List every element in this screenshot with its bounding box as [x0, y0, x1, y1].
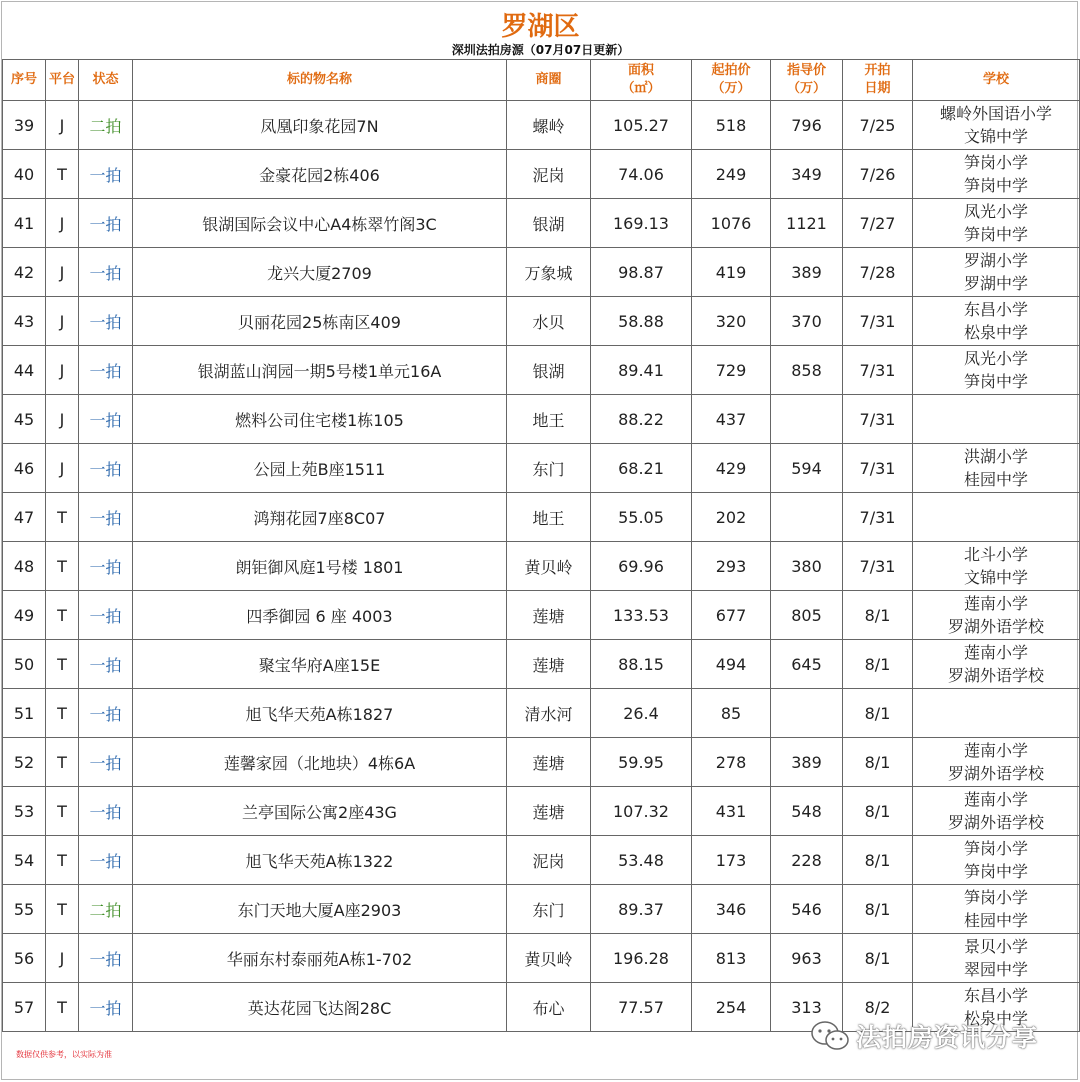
- cell-school: [913, 836, 1080, 885]
- cell-platform: T: [46, 885, 79, 934]
- cell-date: 8/1: [843, 738, 913, 787]
- table-row: [3, 297, 1080, 346]
- cell-date: 8/1: [843, 787, 913, 836]
- cell-seq: 57: [3, 983, 46, 1032]
- cell-start-price: 278: [692, 738, 771, 787]
- cell-status: 一拍: [79, 248, 133, 297]
- cell-school: [913, 885, 1080, 934]
- table-row: [3, 640, 1080, 689]
- cell-seq: 39: [3, 101, 46, 150]
- cell-zone: 银湖: [507, 346, 591, 395]
- school-name: 东昌小学: [963, 300, 1028, 319]
- cell-date: 7/31: [843, 542, 913, 591]
- cell-platform: J: [46, 199, 79, 248]
- page-title: 罗湖区: [501, 12, 580, 42]
- table-row: [3, 150, 1080, 199]
- school-name: 罗湖中学: [963, 274, 1028, 293]
- cell-school: [913, 395, 1080, 444]
- cell-start-price: 419: [692, 248, 771, 297]
- cell-school: [913, 591, 1080, 640]
- cell-seq: 47: [3, 493, 46, 542]
- table-row: [3, 787, 1080, 836]
- header-area-l1: 面积: [627, 63, 654, 78]
- school-name: 罗湖外语学校: [947, 764, 1044, 783]
- cell-name: 鸿翔花园7座8C07: [133, 493, 507, 542]
- cell-status: 一拍: [79, 738, 133, 787]
- header-area: [591, 60, 692, 101]
- cell-platform: T: [46, 983, 79, 1032]
- cell-name: 凤凰印象花园7N: [133, 101, 507, 150]
- school-name: 莲南小学: [963, 594, 1028, 613]
- cell-guide-price: 380: [771, 542, 843, 591]
- cell-zone: 莲塘: [507, 738, 591, 787]
- cell-date: 7/31: [843, 395, 913, 444]
- cell-zone: 万象城: [507, 248, 591, 297]
- cell-zone: 莲塘: [507, 591, 591, 640]
- school-name: 罗湖小学: [963, 251, 1028, 270]
- cell-name: 贝丽花园25栋南区409: [133, 297, 507, 346]
- cell-area: 89.37: [591, 885, 692, 934]
- header-name: 标的物名称: [133, 60, 507, 101]
- school-name: 凤光小学: [963, 349, 1028, 368]
- cell-area: 169.13: [591, 199, 692, 248]
- school-name: 莲南小学: [963, 741, 1028, 760]
- cell-platform: T: [46, 640, 79, 689]
- school-name: 莲南小学: [963, 790, 1028, 809]
- cell-status: 二拍: [79, 101, 133, 150]
- title-block: [2, 2, 1079, 59]
- table-row: [3, 885, 1080, 934]
- cell-school: [913, 297, 1080, 346]
- wechat-icon: [810, 1020, 850, 1052]
- cell-status: 一拍: [79, 787, 133, 836]
- cell-name: 燃料公司住宅楼1栋105: [133, 395, 507, 444]
- cell-status: 一拍: [79, 199, 133, 248]
- cell-name: 旭飞华天苑A栋1827: [133, 689, 507, 738]
- school-name: 洪湖小学: [963, 447, 1028, 466]
- cell-name: 公园上苑B座1511: [133, 444, 507, 493]
- cell-zone: 银湖: [507, 199, 591, 248]
- cell-school: [913, 542, 1080, 591]
- cell-status: 一拍: [79, 297, 133, 346]
- school-name: 笋岗小学: [963, 839, 1028, 858]
- cell-start-price: 677: [692, 591, 771, 640]
- cell-start-price: 1076: [692, 199, 771, 248]
- header-row: [3, 60, 1080, 101]
- cell-name: 华丽东村泰丽苑A栋1-702: [133, 934, 507, 983]
- table-row: [3, 934, 1080, 983]
- cell-guide-price: 349: [771, 150, 843, 199]
- cell-area: 59.95: [591, 738, 692, 787]
- school-name: 罗湖外语学校: [947, 813, 1044, 832]
- cell-status: 一拍: [79, 640, 133, 689]
- cell-zone: 莲塘: [507, 640, 591, 689]
- cell-seq: 42: [3, 248, 46, 297]
- cell-guide-price: 805: [771, 591, 843, 640]
- cell-zone: 黄贝岭: [507, 934, 591, 983]
- cell-platform: T: [46, 836, 79, 885]
- school-name: 笋岗中学: [963, 176, 1028, 195]
- cell-platform: T: [46, 738, 79, 787]
- cell-school: [913, 689, 1080, 738]
- cell-guide-price: 1121: [771, 199, 843, 248]
- cell-status: 一拍: [79, 150, 133, 199]
- cell-zone: 清水河: [507, 689, 591, 738]
- school-name: 文锦中学: [963, 127, 1028, 146]
- cell-zone: 莲塘: [507, 787, 591, 836]
- cell-seq: 56: [3, 934, 46, 983]
- cell-platform: T: [46, 591, 79, 640]
- cell-start-price: 346: [692, 885, 771, 934]
- cell-status: 一拍: [79, 836, 133, 885]
- cell-platform: T: [46, 542, 79, 591]
- cell-area: 89.41: [591, 346, 692, 395]
- cell-guide-price: 548: [771, 787, 843, 836]
- cell-school: [913, 444, 1080, 493]
- school-name: 笋岗中学: [963, 372, 1028, 391]
- school-name: 东昌小学: [963, 986, 1028, 1005]
- table-row: [3, 199, 1080, 248]
- cell-area: 55.05: [591, 493, 692, 542]
- header-start-l2: （万）: [711, 81, 751, 96]
- cell-guide-price: 313: [771, 983, 843, 1032]
- cell-seq: 54: [3, 836, 46, 885]
- cell-status: 一拍: [79, 444, 133, 493]
- cell-area: 196.28: [591, 934, 692, 983]
- cell-start-price: 494: [692, 640, 771, 689]
- cell-platform: T: [46, 787, 79, 836]
- cell-zone: 布心: [507, 983, 591, 1032]
- cell-school: [913, 640, 1080, 689]
- cell-school: [913, 787, 1080, 836]
- cell-seq: 48: [3, 542, 46, 591]
- cell-guide-price: 858: [771, 346, 843, 395]
- cell-guide-price: [771, 395, 843, 444]
- cell-platform: T: [46, 493, 79, 542]
- cell-seq: 51: [3, 689, 46, 738]
- cell-start-price: 85: [692, 689, 771, 738]
- spreadsheet: [1, 1, 1078, 1080]
- cell-area: 88.22: [591, 395, 692, 444]
- cell-date: 8/1: [843, 934, 913, 983]
- header-guide-l1: 指导价: [786, 63, 826, 78]
- cell-date: 8/1: [843, 885, 913, 934]
- cell-name: 朗钜御风庭1号楼 1801: [133, 542, 507, 591]
- school-name: 笋岗小学: [963, 153, 1028, 172]
- table-row: [3, 346, 1080, 395]
- cell-start-price: 254: [692, 983, 771, 1032]
- cell-area: 98.87: [591, 248, 692, 297]
- school-name: 桂园中学: [963, 911, 1028, 930]
- cell-platform: J: [46, 934, 79, 983]
- watermark: [810, 1018, 1038, 1054]
- cell-status: 一拍: [79, 983, 133, 1032]
- cell-guide-price: [771, 689, 843, 738]
- cell-date: 8/1: [843, 591, 913, 640]
- cell-start-price: 813: [692, 934, 771, 983]
- cell-start-price: 437: [692, 395, 771, 444]
- table-row: [3, 738, 1080, 787]
- cell-name: 四季御园 6 座 4003: [133, 591, 507, 640]
- cell-date: 7/27: [843, 199, 913, 248]
- table-row: [3, 836, 1080, 885]
- cell-date: 8/1: [843, 689, 913, 738]
- cell-seq: 53: [3, 787, 46, 836]
- cell-school: [913, 738, 1080, 787]
- cell-zone: 地王: [507, 493, 591, 542]
- cell-school: [913, 493, 1080, 542]
- table-row: [3, 591, 1080, 640]
- school-name: 凤光小学: [963, 202, 1028, 221]
- cell-date: 8/1: [843, 640, 913, 689]
- cell-area: 58.88: [591, 297, 692, 346]
- listing-table: [2, 59, 1080, 1032]
- cell-platform: J: [46, 297, 79, 346]
- cell-school: [913, 150, 1080, 199]
- cell-zone: 螺岭: [507, 101, 591, 150]
- cell-status: 一拍: [79, 395, 133, 444]
- cell-area: 69.96: [591, 542, 692, 591]
- cell-date: 7/31: [843, 297, 913, 346]
- header-guide-price: [771, 60, 843, 101]
- header-start-price: [692, 60, 771, 101]
- cell-start-price: 429: [692, 444, 771, 493]
- cell-date: 7/26: [843, 150, 913, 199]
- cell-seq: 40: [3, 150, 46, 199]
- cell-status: 一拍: [79, 493, 133, 542]
- cell-start-price: 249: [692, 150, 771, 199]
- cell-zone: 泥岗: [507, 150, 591, 199]
- cell-name: 莲馨家园（北地块）4栋6A: [133, 738, 507, 787]
- cell-name: 旭飞华天苑A栋1322: [133, 836, 507, 885]
- cell-status: 二拍: [79, 885, 133, 934]
- cell-name: 聚宝华府A座15E: [133, 640, 507, 689]
- page-subtitle: 深圳法拍房源（07月07日更新）: [451, 43, 630, 57]
- cell-seq: 41: [3, 199, 46, 248]
- cell-platform: T: [46, 689, 79, 738]
- cell-seq: 49: [3, 591, 46, 640]
- cell-guide-price: 796: [771, 101, 843, 150]
- cell-guide-price: 389: [771, 248, 843, 297]
- cell-guide-price: [771, 493, 843, 542]
- table-row: [3, 101, 1080, 150]
- cell-name: 银湖蓝山润园一期5号楼1单元16A: [133, 346, 507, 395]
- school-name: 景贝小学: [963, 937, 1028, 956]
- school-name: 翠园中学: [963, 960, 1028, 979]
- school-name: 松泉中学: [963, 1009, 1028, 1028]
- school-name: 莲南小学: [963, 643, 1028, 662]
- cell-start-price: 173: [692, 836, 771, 885]
- cell-school: [913, 101, 1080, 150]
- footer-note: 数据仅供参考，以实际为准: [16, 1050, 112, 1059]
- cell-date: 7/31: [843, 444, 913, 493]
- cell-seq: 44: [3, 346, 46, 395]
- cell-start-price: 202: [692, 493, 771, 542]
- school-name: 松泉中学: [963, 323, 1028, 342]
- cell-status: 一拍: [79, 689, 133, 738]
- school-name: 罗湖外语学校: [947, 666, 1044, 685]
- cell-zone: 泥岗: [507, 836, 591, 885]
- cell-school: [913, 346, 1080, 395]
- cell-name: 金豪花园2栋406: [133, 150, 507, 199]
- cell-start-price: 293: [692, 542, 771, 591]
- cell-school: [913, 934, 1080, 983]
- cell-seq: 55: [3, 885, 46, 934]
- cell-platform: J: [46, 395, 79, 444]
- cell-date: 7/28: [843, 248, 913, 297]
- cell-guide-price: 963: [771, 934, 843, 983]
- cell-area: 133.53: [591, 591, 692, 640]
- header-school: 学校: [913, 60, 1080, 101]
- cell-seq: 46: [3, 444, 46, 493]
- header-seq: 序号: [3, 60, 46, 101]
- cell-guide-price: 546: [771, 885, 843, 934]
- cell-name: 兰亭国际公寓2座43G: [133, 787, 507, 836]
- table-body: [3, 101, 1080, 1032]
- cell-area: 88.15: [591, 640, 692, 689]
- header-date-l1: 开拍: [864, 63, 891, 78]
- cell-status: 一拍: [79, 542, 133, 591]
- cell-name: 东门天地大厦A座2903: [133, 885, 507, 934]
- header-date-l2: 日期: [864, 81, 891, 96]
- cell-area: 26.4: [591, 689, 692, 738]
- table-row: [3, 493, 1080, 542]
- cell-zone: 黄贝岭: [507, 542, 591, 591]
- cell-date: 7/25: [843, 101, 913, 150]
- school-name: 笋岗小学: [963, 888, 1028, 907]
- cell-area: 107.32: [591, 787, 692, 836]
- cell-start-price: 518: [692, 101, 771, 150]
- cell-platform: J: [46, 101, 79, 150]
- cell-date: 7/31: [843, 346, 913, 395]
- table-row: [3, 444, 1080, 493]
- cell-platform: J: [46, 346, 79, 395]
- school-name: 罗湖外语学校: [947, 617, 1044, 636]
- cell-status: 一拍: [79, 934, 133, 983]
- school-name: 文锦中学: [963, 568, 1028, 587]
- cell-date: 8/2: [843, 983, 913, 1032]
- cell-platform: T: [46, 150, 79, 199]
- cell-date: 7/31: [843, 493, 913, 542]
- cell-start-price: 729: [692, 346, 771, 395]
- cell-platform: J: [46, 248, 79, 297]
- cell-area: 74.06: [591, 150, 692, 199]
- cell-seq: 50: [3, 640, 46, 689]
- cell-guide-price: 645: [771, 640, 843, 689]
- school-name: 螺岭外国语小学: [939, 104, 1052, 123]
- table-row: [3, 248, 1080, 297]
- cell-guide-price: 228: [771, 836, 843, 885]
- table-row: [3, 395, 1080, 444]
- header-status: 状态: [79, 60, 133, 101]
- cell-seq: 43: [3, 297, 46, 346]
- cell-zone: 地王: [507, 395, 591, 444]
- cell-zone: 东门: [507, 885, 591, 934]
- cell-school: [913, 248, 1080, 297]
- cell-name: 英达花园飞达阁28C: [133, 983, 507, 1032]
- cell-name: 银湖国际会议中心A4栋翠竹阁3C: [133, 199, 507, 248]
- cell-area: 53.48: [591, 836, 692, 885]
- cell-school: [913, 199, 1080, 248]
- school-name: 北斗小学: [963, 545, 1028, 564]
- header-area-l2: （㎡）: [621, 81, 661, 96]
- school-name: 桂园中学: [963, 470, 1028, 489]
- cell-area: 105.27: [591, 101, 692, 150]
- watermark-text: 法拍房资讯分享: [856, 1023, 1039, 1052]
- cell-platform: J: [46, 444, 79, 493]
- header-zone: 商圈: [507, 60, 591, 101]
- cell-seq: 52: [3, 738, 46, 787]
- table-row: [3, 542, 1080, 591]
- header-start-l1: 起拍价: [711, 63, 751, 78]
- header-platform: 平台: [46, 60, 79, 101]
- cell-date: 8/1: [843, 836, 913, 885]
- cell-name: 龙兴大厦2709: [133, 248, 507, 297]
- cell-guide-price: 389: [771, 738, 843, 787]
- school-name: 笋岗中学: [963, 862, 1028, 881]
- cell-status: 一拍: [79, 591, 133, 640]
- table-row: [3, 689, 1080, 738]
- header-guide-l2: （万）: [786, 81, 826, 96]
- cell-seq: 45: [3, 395, 46, 444]
- cell-start-price: 320: [692, 297, 771, 346]
- cell-zone: 东门: [507, 444, 591, 493]
- cell-area: 68.21: [591, 444, 692, 493]
- cell-area: 77.57: [591, 983, 692, 1032]
- header-date: [843, 60, 913, 101]
- cell-zone: 水贝: [507, 297, 591, 346]
- cell-status: 一拍: [79, 346, 133, 395]
- school-name: 笋岗中学: [963, 225, 1028, 244]
- cell-guide-price: 370: [771, 297, 843, 346]
- cell-guide-price: 594: [771, 444, 843, 493]
- cell-start-price: 431: [692, 787, 771, 836]
